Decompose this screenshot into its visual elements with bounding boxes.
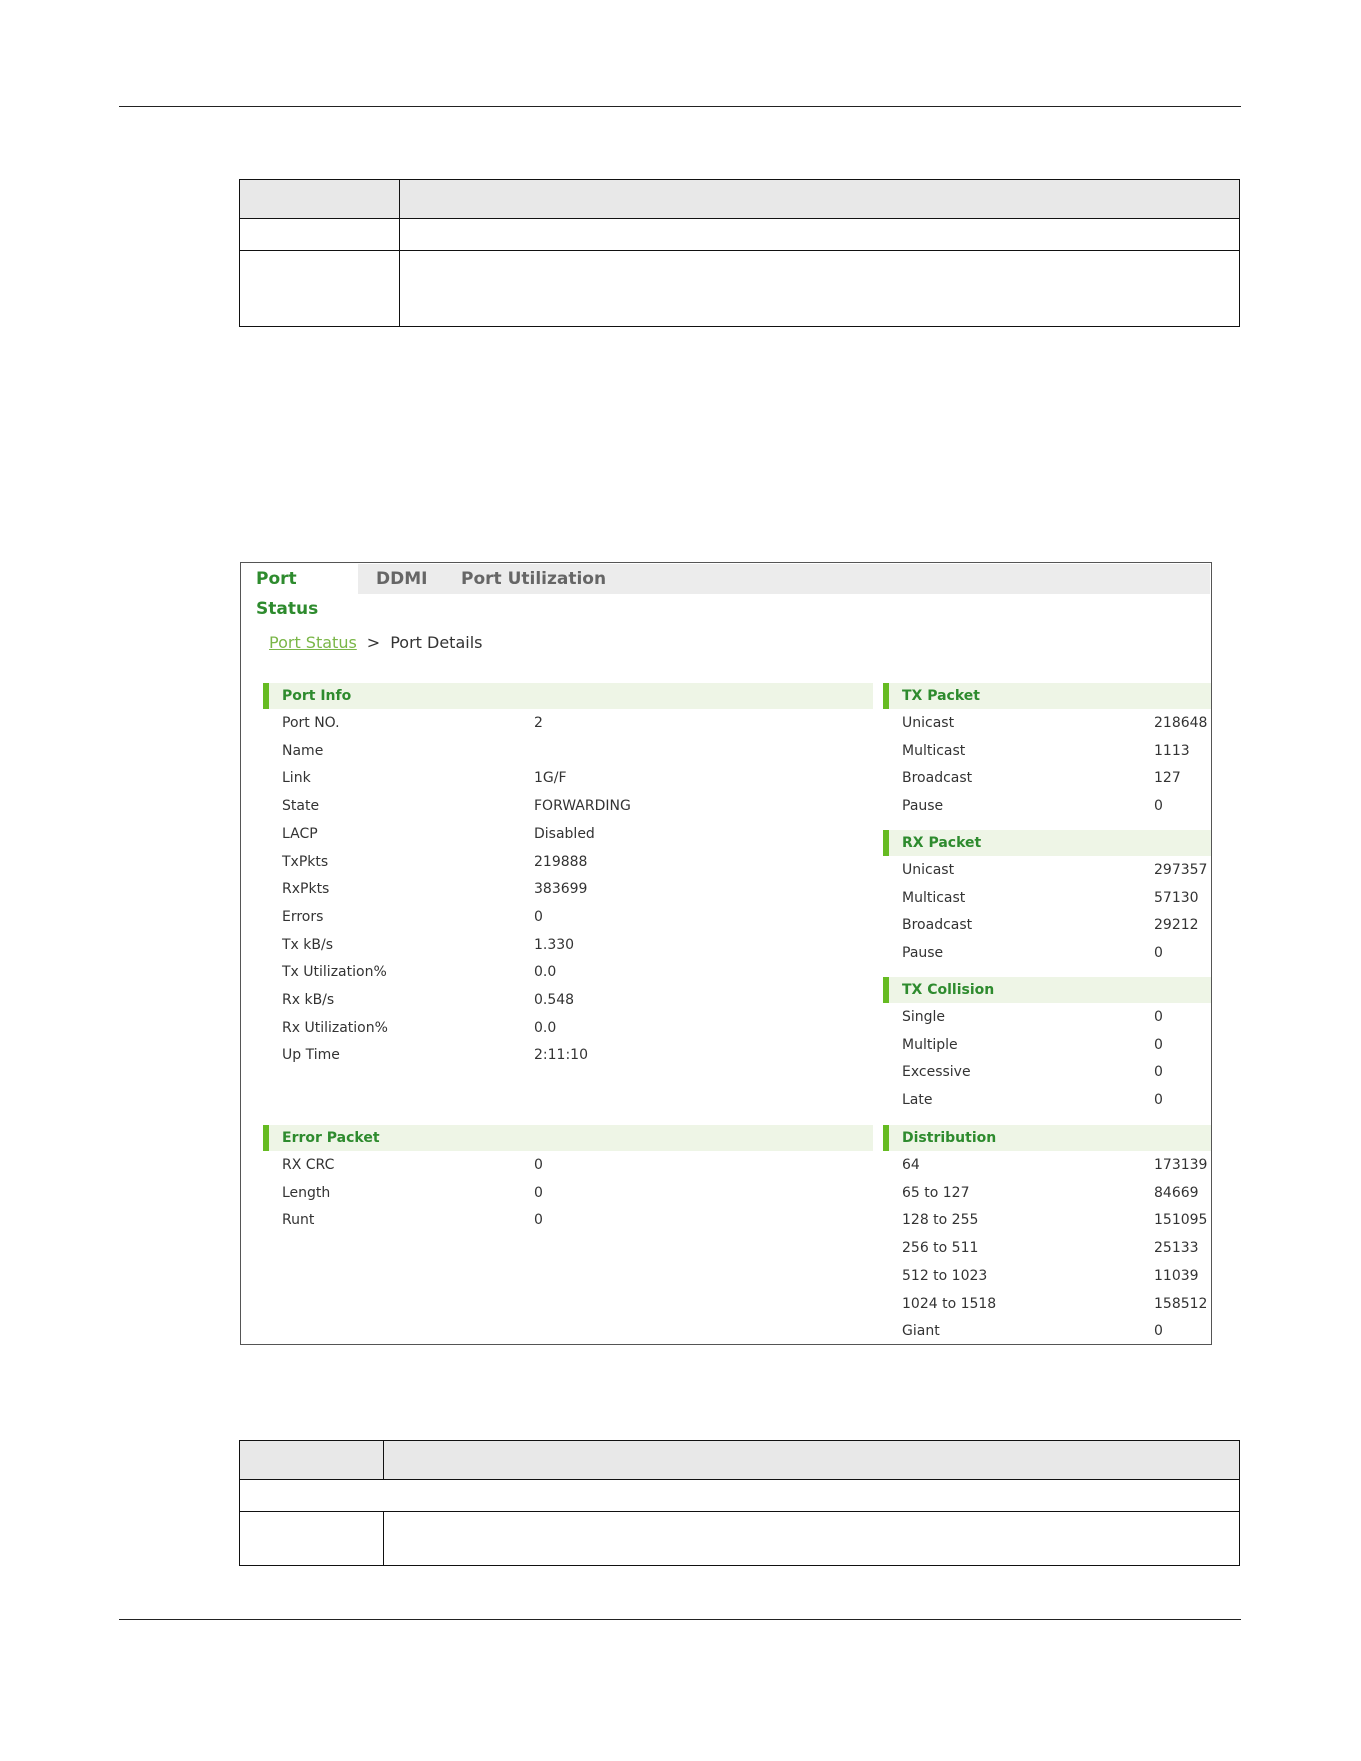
port-info-header: Port Info — [263, 683, 873, 709]
port-info-row — [263, 768, 873, 788]
port-info-value: 1.330 — [534, 936, 575, 953]
distribution-value: 0 — [1154, 1323, 1163, 1340]
tx-packet-value: 218648 — [1154, 715, 1208, 731]
tx-collision-value: 0 — [1154, 1036, 1163, 1053]
tx-packet-value: 0 — [1154, 798, 1163, 815]
doc-table-top — [239, 179, 1240, 327]
doc-table-bottom — [239, 1440, 1240, 1566]
error-packet-value: 0 — [534, 1184, 543, 1201]
distribution-label: 64 — [902, 1157, 920, 1173]
error-packet-row — [263, 1155, 873, 1175]
header-rule — [119, 106, 1241, 107]
distribution-value: 158512 — [1154, 1295, 1208, 1312]
distribution-row — [883, 1294, 1211, 1314]
distribution-value: 25133 — [1154, 1240, 1199, 1257]
rx-packet-row — [883, 888, 1211, 908]
tx-collision-row — [883, 1007, 1211, 1027]
port-info-label: State — [282, 798, 320, 815]
port-info-label: Tx kB/s — [282, 936, 334, 953]
rx-packet-label: Pause — [902, 945, 944, 962]
breadcrumb — [269, 633, 482, 652]
distribution-row — [883, 1210, 1211, 1230]
tx-collision-row — [883, 1062, 1211, 1082]
distribution-value: 11039 — [1154, 1267, 1199, 1284]
distribution-row — [883, 1321, 1211, 1341]
tx-collision-label: Late — [902, 1092, 933, 1109]
rx-packet-row — [883, 915, 1211, 935]
port-info-value: 383699 — [534, 881, 588, 898]
port-info-row — [263, 741, 873, 761]
port-info-label: RxPkts — [282, 881, 330, 898]
rx-packet-value: 57130 — [1154, 889, 1199, 906]
breadcrumb-separator: > — [366, 633, 381, 652]
port-info-row — [263, 713, 873, 733]
port-info-label: Rx Utilization% — [282, 1019, 388, 1036]
distribution-row — [883, 1155, 1211, 1175]
port-info-value: 0.0 — [534, 1019, 557, 1036]
port-info-row — [263, 879, 873, 899]
breadcrumb-port-status-link[interactable]: Port Status — [269, 633, 357, 652]
distribution-label: Giant — [902, 1323, 940, 1340]
rx-packet-label: Multicast — [902, 889, 966, 906]
port-info-value: 2:11:10 — [534, 1047, 588, 1064]
distribution-label: 512 to 1023 — [902, 1267, 988, 1284]
port-info-value: 0 — [534, 908, 543, 925]
port-info-label: Errors — [282, 908, 324, 925]
tx-collision-value: 0 — [1154, 1092, 1163, 1109]
tx-packet-label: Broadcast — [902, 770, 973, 787]
port-info-value: FORWARDING — [534, 798, 631, 815]
tx-collision-label: Multiple — [902, 1036, 958, 1053]
tx-packet-row — [883, 713, 1211, 733]
error-packet-label: Length — [282, 1184, 331, 1201]
port-info-label: Port NO. — [282, 715, 340, 731]
rx-packet-row — [883, 943, 1211, 963]
error-packet-row — [263, 1183, 873, 1203]
distribution-header: Distribution — [883, 1125, 1211, 1151]
port-info-value: 1G/F — [534, 770, 567, 787]
tx-packet-row — [883, 741, 1211, 761]
tx-packet-label: Unicast — [902, 715, 955, 731]
port-info-row — [263, 824, 873, 844]
rx-packet-row — [883, 860, 1211, 880]
tx-collision-header: TX Collision — [883, 977, 1211, 1003]
port-info-value: 0.0 — [534, 964, 557, 981]
tab-bar — [242, 564, 1210, 619]
rx-packet-value: 29212 — [1154, 917, 1199, 934]
distribution-value: 173139 — [1154, 1157, 1208, 1173]
tx-collision-value: 0 — [1154, 1009, 1163, 1025]
port-info-label: Tx Utilization% — [282, 964, 387, 981]
port-info-row — [263, 1045, 873, 1065]
tab-port-utilization[interactable]: Port Utilization — [461, 569, 607, 589]
error-packet-label: RX CRC — [282, 1157, 335, 1173]
tx-packet-value: 1113 — [1154, 742, 1190, 759]
rx-packet-value: 0 — [1154, 945, 1163, 962]
port-info-value: 219888 — [534, 853, 588, 870]
footer-rule — [119, 1619, 1241, 1620]
rx-packet-header: RX Packet — [883, 830, 1211, 856]
distribution-label: 1024 to 1518 — [902, 1295, 997, 1312]
rx-packet-label: Unicast — [902, 862, 955, 878]
distribution-row — [883, 1238, 1211, 1258]
port-info-label: Rx kB/s — [282, 992, 335, 1008]
tx-packet-header: TX Packet — [883, 683, 1211, 709]
error-packet-label: Runt — [282, 1212, 315, 1229]
error-packet-header: Error Packet — [263, 1125, 873, 1151]
rx-packet-label: Broadcast — [902, 917, 973, 934]
distribution-row — [883, 1266, 1211, 1286]
port-details-panel — [240, 562, 1212, 1345]
tx-collision-row — [883, 1090, 1211, 1110]
tx-packet-row — [883, 768, 1211, 788]
port-info-row — [263, 1018, 873, 1038]
port-info-row — [263, 990, 873, 1010]
distribution-label: 256 to 511 — [902, 1240, 979, 1257]
distribution-label: 65 to 127 — [902, 1184, 970, 1201]
distribution-value: 151095 — [1154, 1212, 1208, 1229]
port-info-value: 0.548 — [534, 992, 575, 1008]
tx-packet-row — [883, 796, 1211, 816]
port-info-row — [263, 852, 873, 872]
tx-packet-label: Multicast — [902, 742, 966, 759]
error-packet-value: 0 — [534, 1157, 543, 1173]
distribution-value: 84669 — [1154, 1184, 1199, 1201]
tab-ddmi[interactable]: DDMI — [376, 569, 428, 589]
port-info-value: 2 — [534, 715, 543, 731]
port-info-label: LACP — [282, 825, 318, 842]
rx-packet-value: 297357 — [1154, 862, 1208, 878]
port-info-row — [263, 907, 873, 927]
port-info-label: TxPkts — [282, 853, 329, 870]
error-packet-row — [263, 1210, 873, 1230]
port-info-row — [263, 796, 873, 816]
breadcrumb-current: Port Details — [390, 633, 483, 652]
port-info-label: Link — [282, 770, 311, 787]
port-info-row — [263, 962, 873, 982]
tx-collision-value: 0 — [1154, 1064, 1163, 1081]
distribution-row — [883, 1183, 1211, 1203]
tx-packet-label: Pause — [902, 798, 944, 815]
tx-collision-row — [883, 1035, 1211, 1055]
port-info-value: Disabled — [534, 825, 595, 842]
error-packet-value: 0 — [534, 1212, 543, 1229]
port-info-label: Name — [282, 742, 324, 759]
distribution-label: 128 to 255 — [902, 1212, 979, 1229]
tx-collision-label: Single — [902, 1009, 946, 1025]
tx-packet-value: 127 — [1154, 770, 1181, 787]
port-info-label: Up Time — [282, 1047, 340, 1064]
tx-collision-label: Excessive — [902, 1064, 971, 1081]
port-info-row — [263, 935, 873, 955]
tab-port-status[interactable]: Port Status — [242, 564, 358, 594]
